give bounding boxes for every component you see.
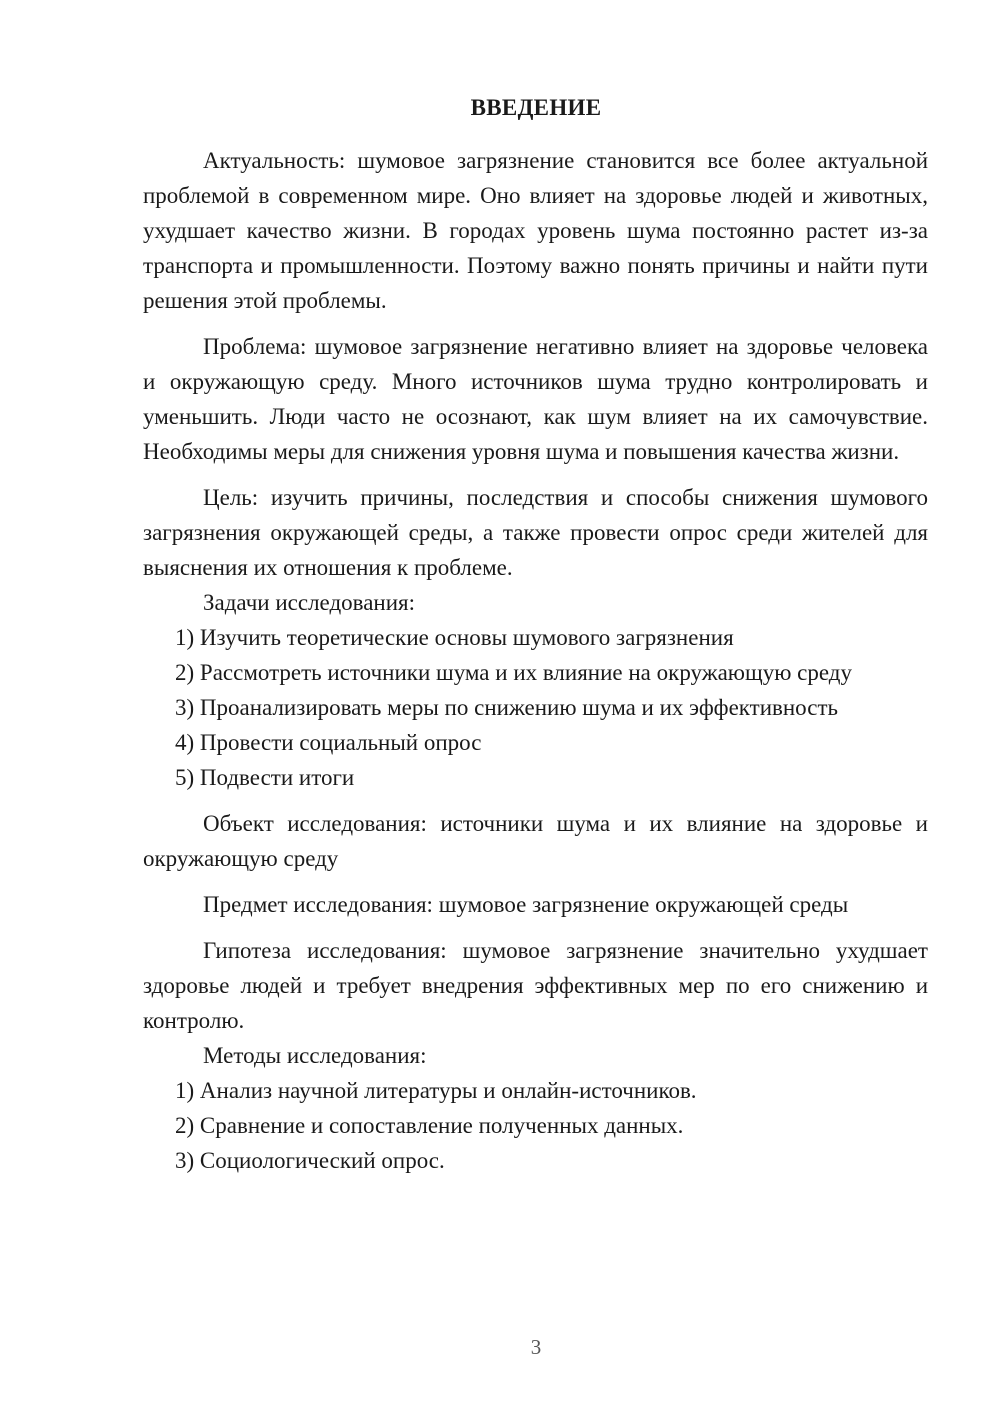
- paragraph-relevance: Актуальность: шумовое загрязнение становится все более актуальной проблемой в современном мире. Оно влияет на здоровье людей и животных, ухудшает качество жизни. В городах уровень шума постоянно растет из-за транспорта и промышленности. Поэтому важно понять причины и найти пути решения этой проблемы.: [143, 148, 928, 313]
- tasks-list: [143, 620, 928, 795]
- methods-heading: Методы исследования:: [203, 1043, 427, 1068]
- list-item: 3) Проанализировать меры по снижению шума и их эффективность: [175, 695, 839, 720]
- list-item: 1) Анализ научной литературы и онлайн-источников.: [175, 1078, 697, 1103]
- page-number: 3: [530, 1335, 542, 1359]
- list-item: 2) Сравнение и сопоставление полученных данных.: [175, 1113, 684, 1138]
- list-item: 2) Рассмотреть источники шума и их влияние на окружающую среду: [175, 660, 852, 685]
- list-item: 3) Социологический опрос.: [175, 1148, 445, 1173]
- paragraph-problem: Проблема: шумовое загрязнение негативно влияет на здоровье человека и окружающую среду. Много источников шума трудно контролировать и уменьшить. Люди часто не осознают, как шум влияет на их самочувствие. Необходимы меры для снижения уровня шума и повышения качества жизни.: [143, 334, 928, 464]
- paragraph-object: Объект исследования: источники шума и их влияние на здоровье и окружающую среду: [143, 811, 928, 871]
- list-item: 1) Изучить теоретические основы шумового загрязнения: [175, 625, 734, 650]
- list-item: 4) Провести социальный опрос: [175, 730, 482, 755]
- list-item: 5) Подвести итоги: [175, 765, 355, 790]
- tasks-heading: Задачи исследования:: [203, 590, 416, 615]
- paragraph-hypothesis: Гипотеза исследования: шумовое загрязнение значительно ухудшает здоровье людей и требует внедрения эффективных мер по его снижению и контролю.: [143, 938, 928, 1033]
- paragraph-goal: Цель: изучить причины, последствия и способы снижения шумового загрязнения окружающей среды, а также провести опрос среди жителей для выяснения их отношения к проблеме.: [143, 485, 928, 580]
- methods-list: [143, 1073, 928, 1178]
- document-body: [143, 143, 928, 1178]
- page-title: ВВЕДЕНИЕ: [470, 95, 602, 120]
- paragraph-subject: Предмет исследования: шумовое загрязнение окружающей среды: [203, 892, 849, 917]
